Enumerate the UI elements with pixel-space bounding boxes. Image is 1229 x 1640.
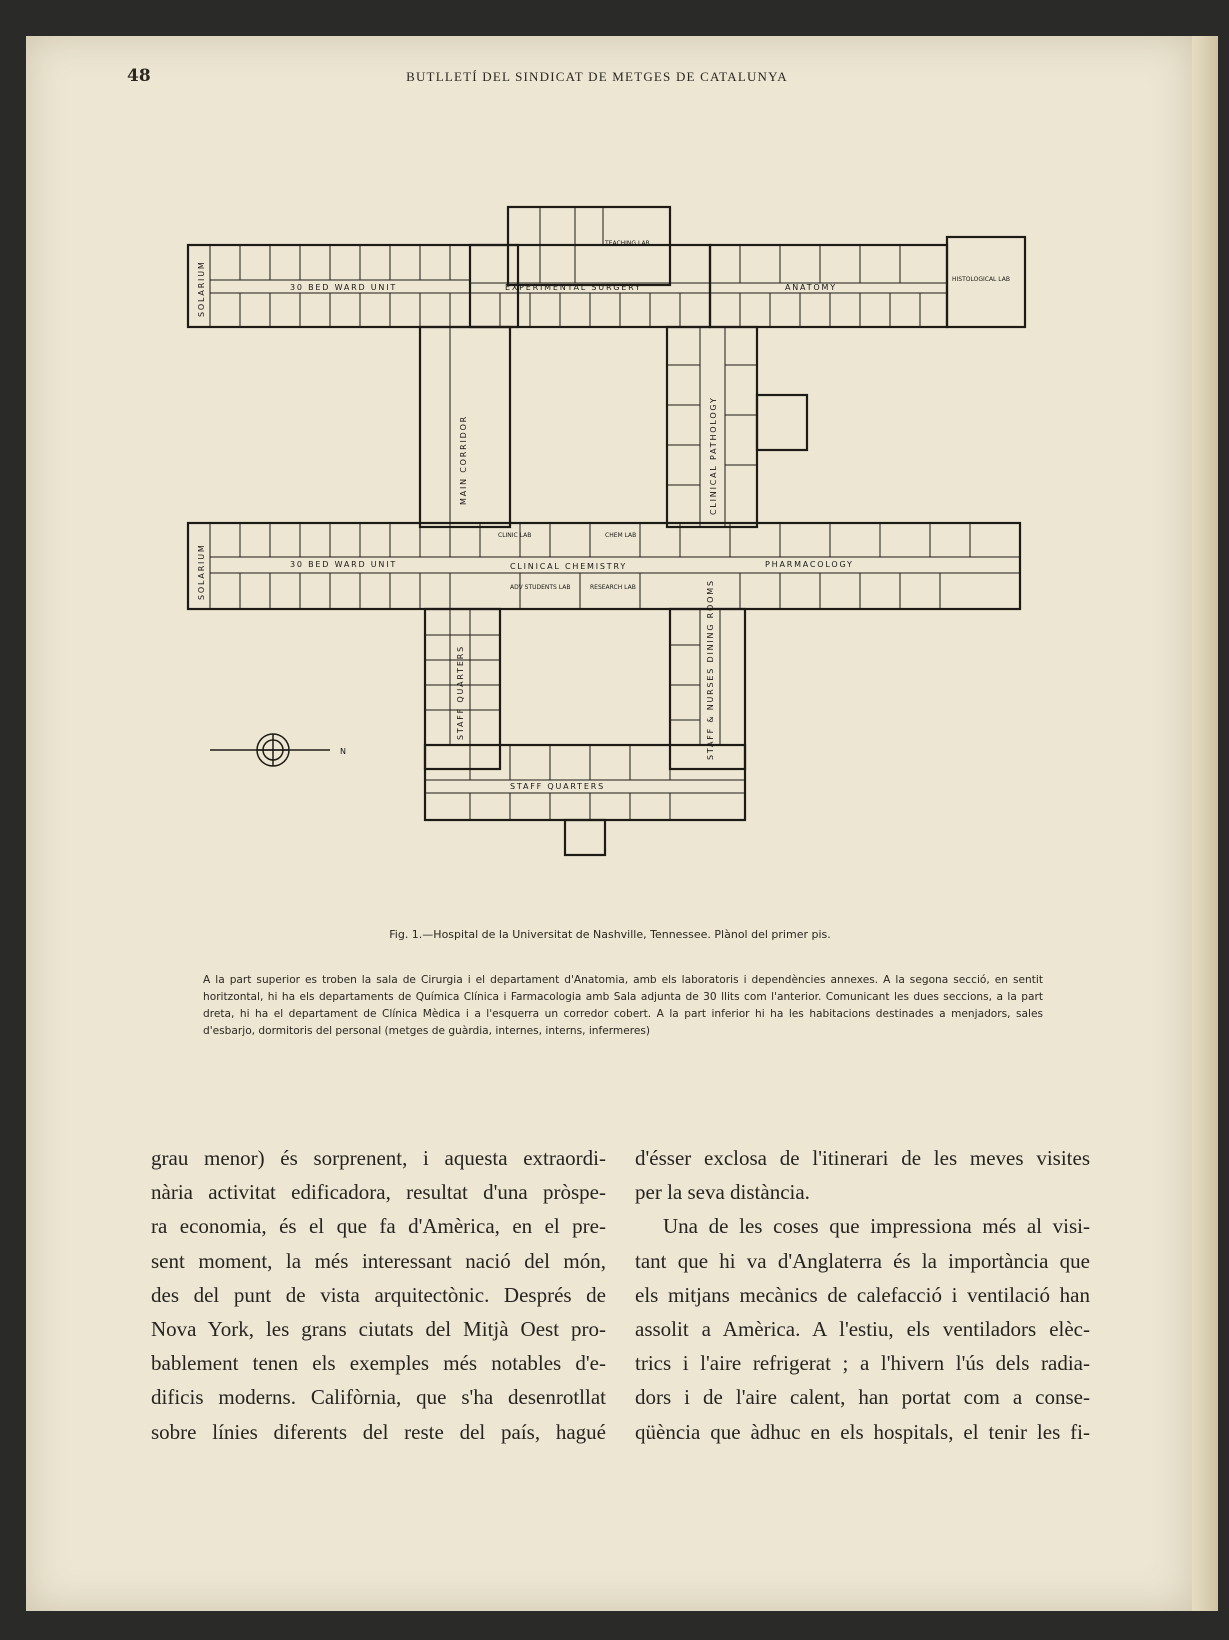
body-line: dificis moderns. Califòrnia, que s'ha desenrotllat bbox=[151, 1385, 606, 1410]
body-line: sent moment, la més interessant nació del món, bbox=[151, 1248, 606, 1273]
body-line: d'ésser exclosa de l'itinerari de les meves visites bbox=[635, 1146, 1090, 1170]
body-line: bablement tenen els exemples més notables d'e- bbox=[151, 1351, 606, 1376]
body-line: Nova York, les grans ciutats del Mitjà Oest pro- bbox=[151, 1316, 606, 1341]
plan-label-pharmacology: PHARMACOLOGY bbox=[765, 560, 854, 569]
plan-label-chem-lab: CHEM LAB bbox=[605, 532, 637, 539]
body-line: sobre línies diferents del reste del país, hagué bbox=[151, 1419, 606, 1444]
body-line: Una de les coses que impressiona més al visi- bbox=[663, 1214, 1090, 1239]
body-line: per la seva distància. bbox=[635, 1180, 810, 1205]
body-line: tant que hi va d'Anglaterra és la importància que bbox=[635, 1248, 1090, 1273]
plan-label-staff-quarters-left: STAFF QUARTERS bbox=[456, 645, 465, 740]
plan-label-anatomy: ANATOMY bbox=[785, 283, 837, 292]
plan-label-staff-quarters-bottom: STAFF QUARTERS bbox=[510, 782, 605, 791]
body-line: trics i l'aire refrigerat ; a l'hivern l'ús dels radia- bbox=[635, 1351, 1090, 1376]
plan-label-solarium-top: SOLARIUM bbox=[197, 260, 206, 317]
plan-label-north: N bbox=[340, 747, 348, 756]
body-line: assolit a Amèrica. A l'estiu, els ventiladors elèc- bbox=[635, 1316, 1090, 1341]
plan-label-experimental-surgery: EXPERIMENTAL SURGERY bbox=[505, 283, 642, 292]
plan-label-clinical-chemistry: CLINICAL CHEMISTRY bbox=[510, 562, 628, 571]
floor-plan-figure bbox=[180, 205, 1080, 890]
entrance-porch-outline bbox=[565, 820, 605, 855]
plan-label-staff-nurses-dining: STAFF & NURSES DINING ROOMS bbox=[706, 579, 715, 760]
plan-label-ward-top: 30 BED WARD UNIT bbox=[290, 283, 398, 292]
plan-label-clinic-lab: CLINIC LAB bbox=[498, 532, 532, 539]
plan-label-histological-lab: HISTOLOGICAL LAB bbox=[952, 276, 1010, 283]
body-line: dors i de l'aire calent, han portat com a conse- bbox=[635, 1385, 1090, 1410]
pathology-annex-outline bbox=[757, 395, 807, 450]
journal-title: BUTLLETÍ DEL SINDICAT DE METGES DE CATALUNYA bbox=[406, 69, 788, 84]
book-spine bbox=[1192, 36, 1218, 1611]
plan-label-main-corridor: MAIN CORRIDOR bbox=[459, 414, 468, 505]
plan-label-solarium-mid: SOLARIUM bbox=[197, 543, 206, 600]
body-line: ra economia, és el que fa d'Amèrica, en el pre- bbox=[151, 1214, 606, 1239]
body-line: els mitjans mecànics de calefacció i ventilació han bbox=[635, 1282, 1090, 1307]
body-line: nària activitat edificadora, resultat d'una pròspe- bbox=[151, 1180, 606, 1205]
body-line: grau menor) és sorprenent, i aquesta extraordi- bbox=[151, 1146, 606, 1170]
body-line: des del punt de vista arquitectònic. Després de bbox=[151, 1282, 606, 1307]
figure-caption: Fig. 1.—Hospital de la Universitat de Nashville, Tennessee. Plànol del primer pis. bbox=[389, 928, 831, 941]
plan-label-research-lab: RESEARCH LAB bbox=[590, 584, 636, 591]
plan-label-clinical-pathology: CLINICAL PATHOLOGY bbox=[709, 396, 718, 515]
plan-label-ward-mid: 30 BED WARD UNIT bbox=[290, 560, 398, 569]
plan-label-adv-students-lab: ADV STUDENTS LAB bbox=[510, 584, 571, 591]
north-arrow-icon bbox=[210, 734, 330, 766]
page-header bbox=[127, 66, 1067, 90]
figure-description: A la part superior es troben la sala de Cirurgia i el departament d'Anatomia, amb els laboratoris i dependències annexes. A la segona secció, en sentit horitzontal, hi ha els departaments de Química Clínica i Farmacologia amb Sala adjunta de 30 llits com l'anterior. Comunicant les dues seccions, a la part dreta, hi ha el departament de Clínica Mèdica i a l'esquerra un corredor cobert. A la part inferior hi ha les habitacions destinades a menjadors, sales d'esbarjo, dormitoris del personal (metges de guàrdia, internes, interns, infermeres) bbox=[203, 974, 1043, 1037]
floor-plan-drawing bbox=[180, 205, 1080, 890]
page-number: 48 bbox=[127, 66, 151, 86]
body-line: qüència que àdhuc en els hospitals, el tenir les fi- bbox=[635, 1419, 1090, 1444]
body-left-column bbox=[151, 1141, 606, 1449]
body-right-column bbox=[635, 1141, 1090, 1449]
plan-label-teaching-lab: TEACHING LAB bbox=[605, 240, 650, 247]
